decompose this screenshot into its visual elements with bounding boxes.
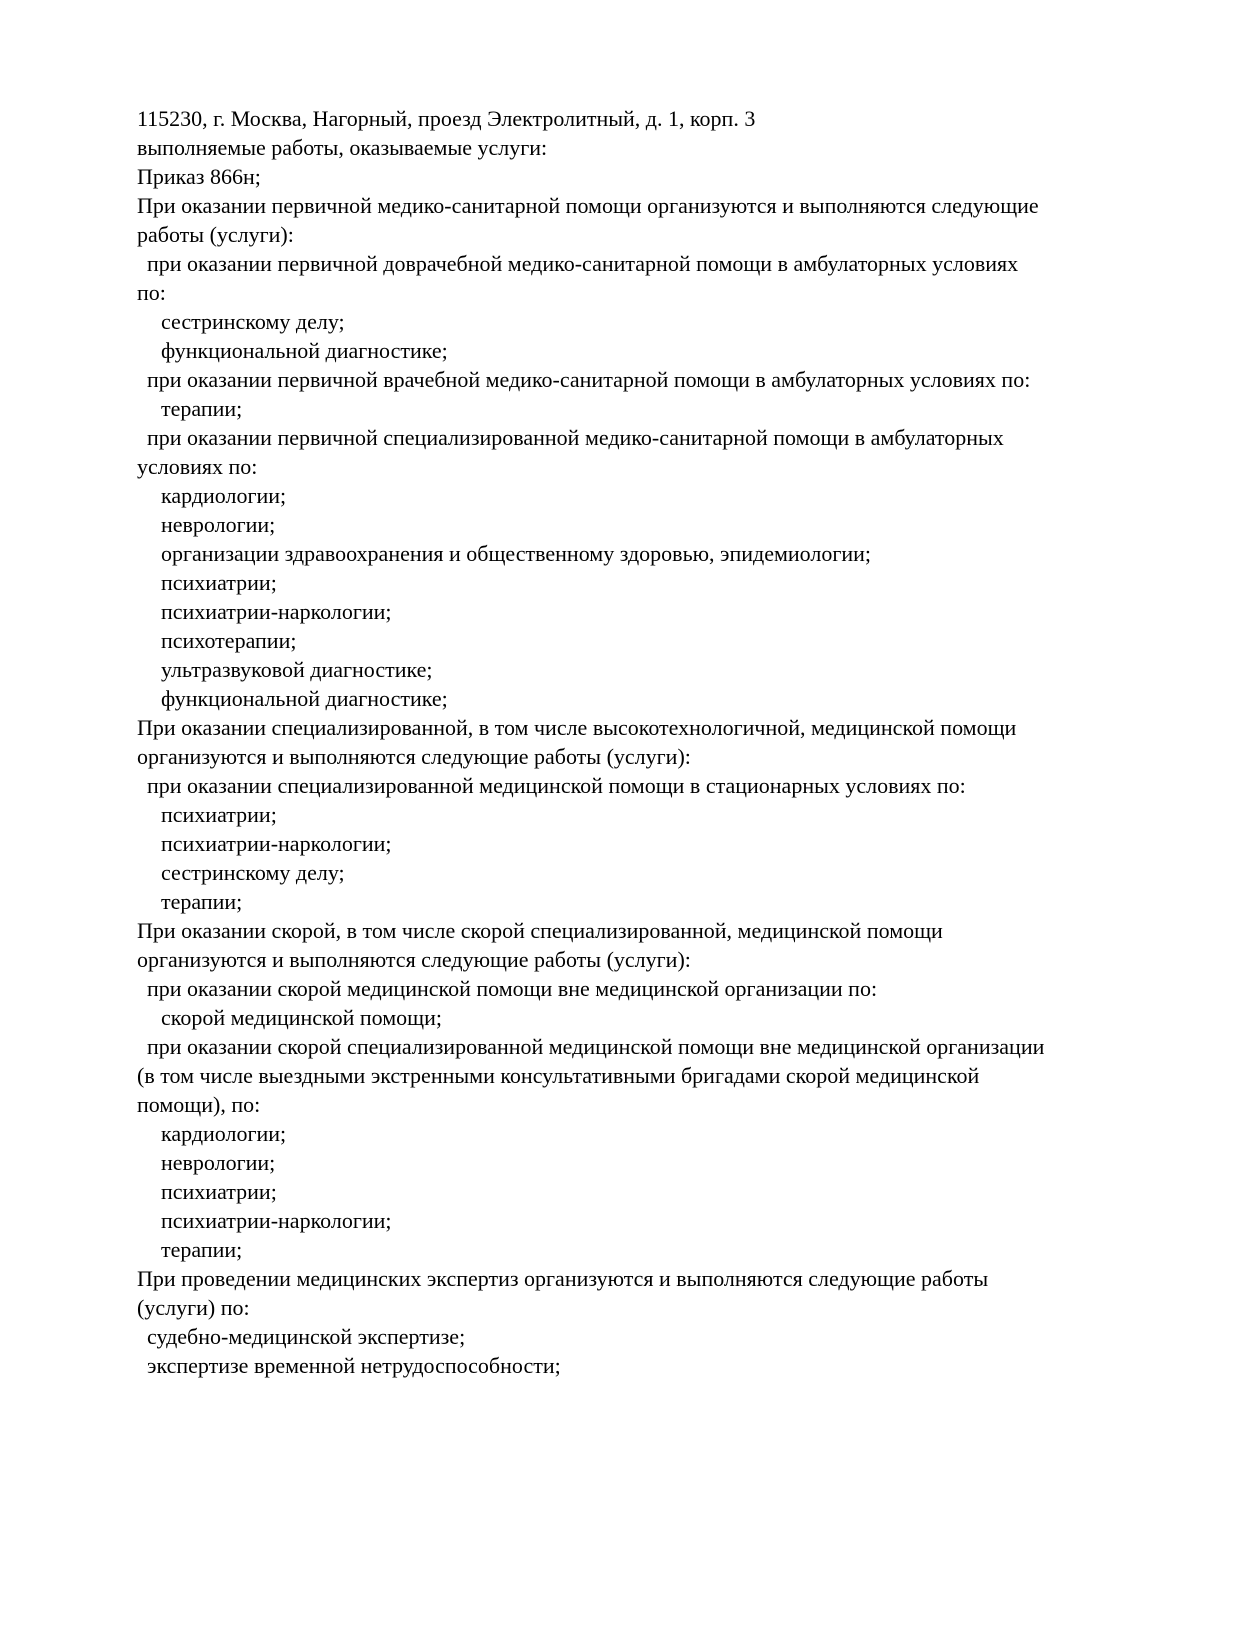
text-line: при оказании скорой специализированной медицинской помощи вне медицинской организации: [147, 1034, 1045, 1059]
text-line: при оказании скорой медицинской помощи вне медицинской организации по:: [147, 976, 878, 1001]
text-line: по:: [137, 280, 166, 305]
text-line: при оказании первичной врачебной медико-санитарной помощи в амбулаторных условиях по:: [147, 367, 1031, 392]
text-line: организуются и выполняются следующие работы (услуги):: [137, 947, 691, 972]
text-line: работы (услуги):: [137, 222, 294, 247]
text-line: ультразвуковой диагностике;: [161, 657, 433, 682]
text-line: психиатрии-наркологии;: [161, 1208, 392, 1233]
text-line: Приказ 866н;: [137, 164, 261, 189]
text-line: при оказании первичной доврачебной медико-санитарной помощи в амбулаторных условиях: [147, 251, 1019, 276]
text-line: экспертизе временной нетрудоспособности;: [147, 1353, 561, 1378]
text-line: функциональной диагностике;: [161, 686, 448, 711]
text-line: неврологии;: [161, 1150, 276, 1175]
text-line: выполняемые работы, оказываемые услуги:: [137, 135, 548, 160]
text-line: психиатрии-наркологии;: [161, 831, 392, 856]
text-line: скорой медицинской помощи;: [161, 1005, 443, 1030]
text-line: кардиологии;: [161, 483, 287, 508]
text-line: помощи), по:: [137, 1092, 261, 1117]
text-line: При оказании первичной медико-санитарной помощи организуются и выполняются следующие: [137, 193, 1039, 218]
text-line: психотерапии;: [161, 628, 297, 653]
text-line: организации здравоохранения и общественному здоровью, эпидемиологии;: [161, 541, 872, 566]
text-line: судебно-медицинской экспертизе;: [147, 1324, 466, 1349]
text-line: терапии;: [161, 889, 243, 914]
text-line: при оказании специализированной медицинской помощи в стационарных условиях по:: [147, 773, 966, 798]
text-line: условиях по:: [137, 454, 258, 479]
text-line: функциональной диагностике;: [161, 338, 448, 363]
text-line: При оказании специализированной, в том числе высокотехнологичной, медицинской помощи: [137, 715, 1017, 740]
text-line: сестринскому делу;: [161, 309, 345, 334]
text-line: при оказании первичной специализированной медико-санитарной помощи в амбулаторных: [147, 425, 1004, 450]
text-line: психиатрии;: [161, 570, 277, 595]
text-line: психиатрии;: [161, 1179, 277, 1204]
document-body: [137, 104, 1160, 1380]
text-line: терапии;: [161, 396, 243, 421]
text-line: психиатрии;: [161, 802, 277, 827]
text-line: психиатрии-наркологии;: [161, 599, 392, 624]
text-line: При проведении медицинских экспертиз организуются и выполняются следующие работы: [137, 1266, 989, 1291]
text-line: (услуги) по:: [137, 1295, 250, 1320]
text-line: (в том числе выездными экстренными консультативными бригадами скорой медицинской: [137, 1063, 980, 1088]
text-line: кардиологии;: [161, 1121, 287, 1146]
text-line: неврологии;: [161, 512, 276, 537]
text-line: организуются и выполняются следующие работы (услуги):: [137, 744, 691, 769]
text-line: При оказании скорой, в том числе скорой специализированной, медицинской помощи: [137, 918, 943, 943]
text-line: сестринскому делу;: [161, 860, 345, 885]
text-line: 115230, г. Москва, Нагорный, проезд Электролитный, д. 1, корп. 3: [137, 106, 756, 131]
text-line: терапии;: [161, 1237, 243, 1262]
